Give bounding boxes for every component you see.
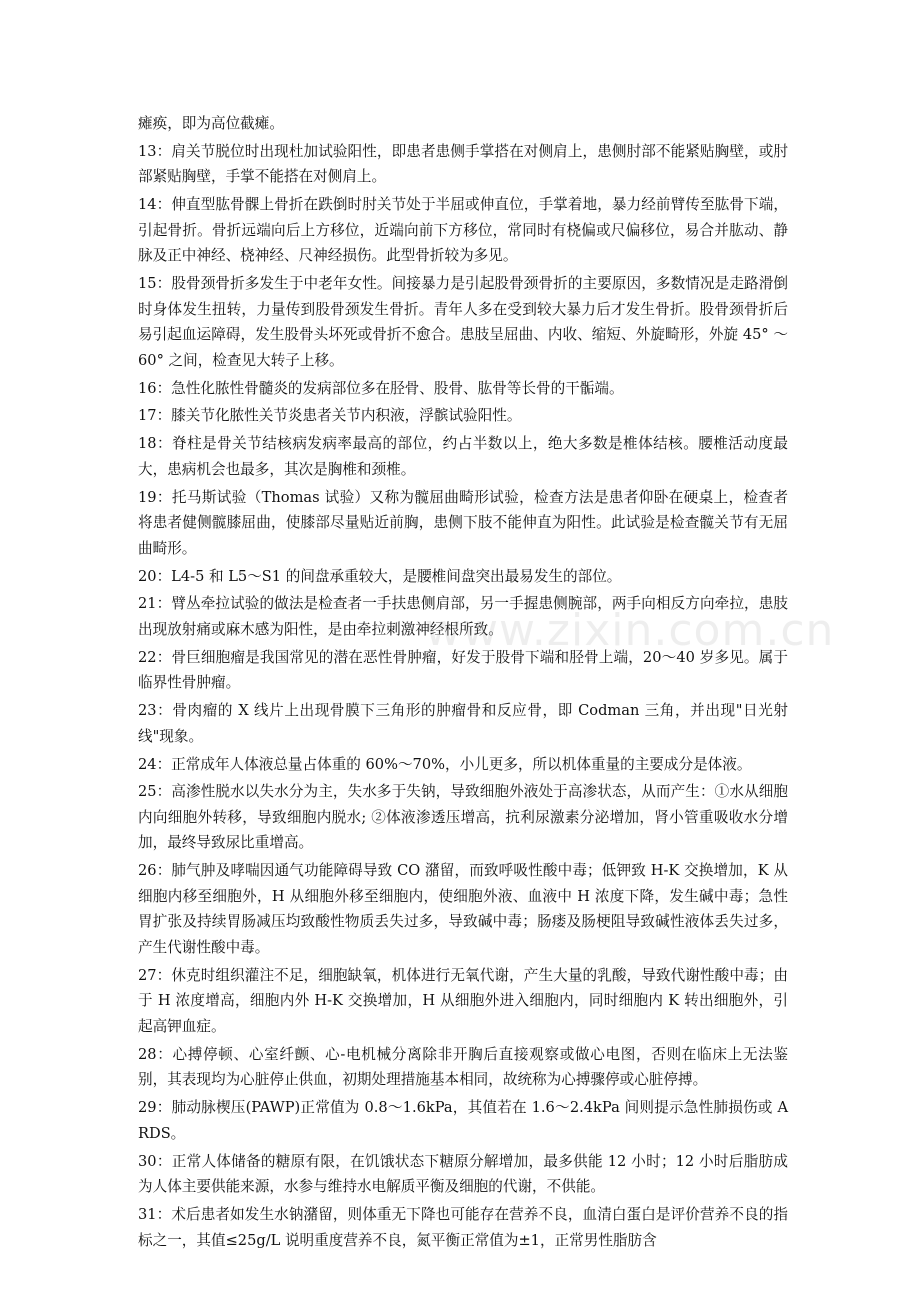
watermark-text: www.zixin.com.cn [425, 605, 835, 656]
paragraph: 16：急性化脓性骨髓炎的发病部位多在胫骨、股骨、肱骨等长骨的干骺端。 [138, 379, 624, 397]
paragraph: 22：骨巨细胞瘤是我国常见的潜在恶性骨肿瘤，好发于股骨下端和胫骨上端，20～40 岁多见。属于临界性骨肿瘤。 [138, 648, 788, 692]
paragraph: 31：术后患者如发生水钠潴留，则体重无下降也可能存在营养不良，血清白蛋白是评价营养不良的指标之一，其值≤25g/L 说明重度营养不良，氮平衡正常值为±1，正常男性脂肪含 [138, 1205, 788, 1249]
paragraph: 20：L4-5 和 L5～S1 的间盘承重较大，是腰椎间盘突出最易发生的部位。 [138, 567, 622, 585]
paragraph: 29：肺动脉楔压(PAWP)正常值为 0.8～1.6kPa，其值若在 1.6～2.4kPa 间则提示急性肺损伤或 ARDS。 [138, 1099, 788, 1142]
paragraph: 27：休克时组织灌注不足，细胞缺氧，机体进行无氧代谢，产生大量的乳酸，导致代谢性酸中毒；由于 H 浓度增高，细胞内外 H-K 交换增加，H 从细胞外进入细胞内，同时细胞内 K 转出细胞外，引起高钾血症。 [138, 966, 788, 1035]
paragraph: 瘫痪，即为高位截瘫。 [138, 115, 284, 132]
paragraph: 21：臂丛牵拉试验的做法是检查者一手扶患侧肩部，另一手握患侧腕部，两手向相反方向牵拉，患肢出现放射痛或麻木感为阳性，是由牵拉刺激神经根所致。 [138, 595, 788, 638]
paragraph: 26：肺气肿及哮喘因通气功能障碍导致 CO 潴留，而致呼吸性酸中毒；低钾致 H-K 交换增加，K 从细胞内移至细胞外，H 从细胞外移至细胞内，使细胞外液、血液中 H 浓度下降，发生碱中毒；急性胃扩张及持续胃肠减压均致酸性物质丢失过多，导致碱中毒；肠瘘及肠梗阻导致碱性液体丢失过多，产生代谢性酸中毒。 [138, 862, 788, 957]
paragraph: 13：肩关节脱位时出现杜加试验阳性，即患者患侧手掌搭在对侧肩上，患侧肘部不能紧贴胸壁，或肘部紧贴胸壁，手掌不能搭在对侧肩上。 [138, 142, 788, 186]
paragraph: 19：托马斯试验（Thomas 试验）又称为髋屈曲畸形试验，检查方法是患者仰卧在硬桌上，检查者将患者健侧髋膝屈曲，使膝部尽量贴近前胸，患侧下肢不能伸直为阳性。此试验是检查髋关节有无屈曲畸形。 [138, 488, 788, 557]
document-page [138, 111, 788, 1255]
paragraph: 24：正常成年人体液总量占体重的 60%～70%，小儿更多，所以机体重量的主要成分是体液。 [138, 755, 752, 773]
paragraph: 23：骨肉瘤的 X 线片上出现骨膜下三角形的肿瘤骨和反应骨，即 Codman 三角，并出现"日光射线"现象。 [138, 702, 788, 745]
paragraph: 30：正常人体储备的糖原有限，在饥饿状态下糖原分解增加，最多供能 12 小时；12 小时后脂肪成为人体主要供能来源，水参与维持水电解质平衡及细胞的代谢，不供能。 [138, 1152, 788, 1196]
paragraph: 25：高渗性脱水以失水分为主，失水多于失钠，导致细胞外液处于高渗状态，从而产生：①水从细胞内向细胞外转移，导致细胞内脱水; ②体液渗透压增高，抗利尿激素分泌增加，肾小管重吸收水分增加，最终导致尿比重增高。 [138, 783, 788, 852]
paragraph: 17：膝关节化脓性关节炎患者关节内积液，浮髌试验阳性。 [138, 407, 522, 425]
paragraph: 28：心搏停顿、心室纤颤、心-电机械分离除非开胸后直接观察或做心电图，否则在临床上无法鉴别，其表现均为心脏停止供血，初期处理措施基本相同，故统称为心搏骤停或心脏停搏。 [138, 1045, 788, 1089]
paragraph: 15：股骨颈骨折多发生于中老年女性。间接暴力是引起股骨颈骨折的主要原因，多数情况是走路滑倒时身体发生扭转，力量传到股骨颈发生骨折。青年人多在受到较大暴力后才发生骨折。股骨颈骨折后易引起血运障碍，发生股骨头坏死或骨折不愈合。患肢呈屈曲、内收、缩短、外旋畸形，外旋 45° ～60° 之间，检查见大转子上移。 [138, 275, 788, 369]
paragraph: 18：脊柱是骨关节结核病发病率最高的部位，约占半数以上，绝大多数是椎体结核。腰椎活动度最大，患病机会也最多，其次是胸椎和颈椎。 [138, 435, 788, 478]
paragraph: 14：伸直型肱骨髁上骨折在跌倒时肘关节处于半屈或伸直位，手掌着地，暴力经前臂传至肱骨下端，引起骨折。骨折远端向后上方移位，近端向前下方移位，常同时有桡偏或尺偏移位，易合并肱动、静脉及正中神经、桡神经、尺神经损伤。此型骨折较为多见。 [138, 196, 788, 265]
